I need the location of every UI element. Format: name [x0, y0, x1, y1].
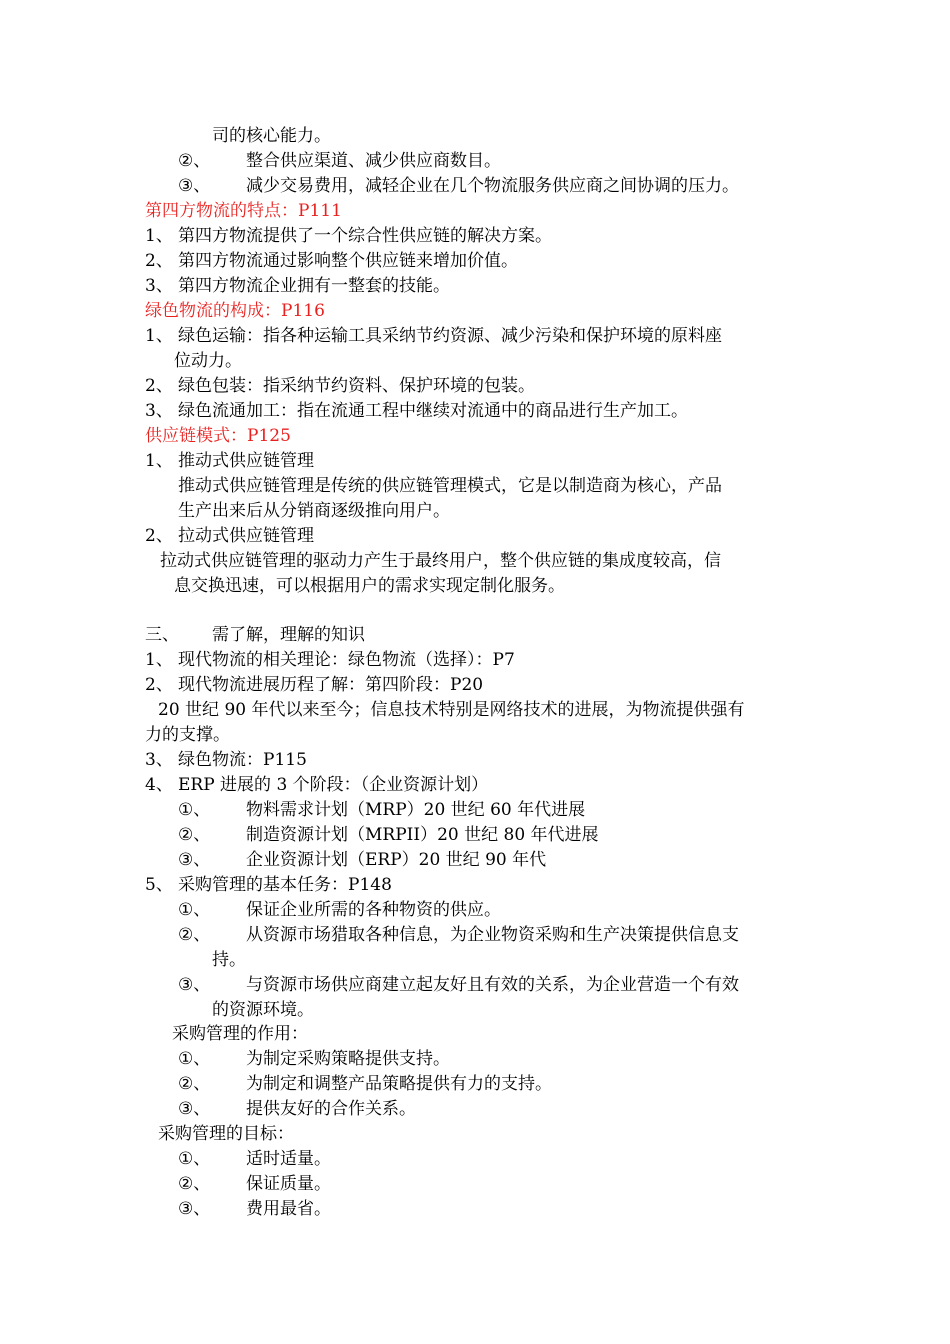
list-item — [178, 798, 210, 822]
line-text: 采购管理的目标： — [158, 1124, 294, 1144]
list-item — [145, 274, 173, 298]
paragraph-line — [145, 723, 230, 747]
list-marker: 1、 — [145, 326, 173, 346]
list-marker: ③、 — [178, 1099, 211, 1119]
section-heading — [145, 299, 325, 323]
line-text: 第四方物流提供了一个综合性供应链的解决方案。 — [178, 226, 552, 246]
line-text: 位动力。 — [174, 351, 242, 371]
list-item — [145, 374, 173, 398]
list-item-text — [178, 648, 515, 672]
list-item — [145, 524, 173, 548]
line-text: 现代物流的相关理论：绿色物流（选择）：P7 — [178, 650, 515, 670]
list-item — [145, 224, 173, 248]
line-text: 保证企业所需的各种物资的供应。 — [246, 900, 501, 920]
list-item — [178, 1097, 210, 1121]
line-text: 物料需求计划（MRP）20 世纪 60 年代进展 — [246, 800, 586, 820]
list-marker: 2、 — [145, 675, 173, 695]
line-text: 提供友好的合作关系。 — [246, 1099, 416, 1119]
list-item-text — [178, 873, 392, 897]
list-item — [178, 823, 210, 847]
list-marker: ②、 — [178, 925, 211, 945]
list-item-text — [246, 898, 501, 922]
list-item — [178, 898, 210, 922]
list-item — [145, 623, 179, 647]
line-text: 需了解，理解的知识 — [212, 625, 365, 645]
section-heading — [145, 199, 342, 223]
list-item — [145, 873, 173, 897]
line-text: 现代物流进展历程了解：第四阶段：P20 — [178, 675, 484, 695]
section-heading — [145, 424, 291, 448]
list-item-text — [178, 449, 314, 473]
list-marker: 三、 — [145, 625, 179, 645]
list-item — [145, 648, 173, 672]
line-text: 生产出来后从分销商逐级推向用户。 — [178, 501, 450, 521]
list-item — [145, 399, 173, 423]
list-marker: 3、 — [145, 276, 173, 296]
list-marker: ②、 — [178, 825, 211, 845]
line-text: 减少交易费用，减轻企业在几个物流服务供应商之间协调的压力。 — [246, 176, 739, 196]
line-text: 司的核心能力。 — [212, 126, 331, 146]
list-marker: ①、 — [178, 900, 211, 920]
list-marker: 2、 — [145, 526, 173, 546]
line-text: 整合供应渠道、减少供应商数目。 — [246, 151, 501, 171]
list-marker: ③、 — [178, 975, 211, 995]
paragraph-line — [172, 1022, 308, 1046]
line-text: 拉动式供应链管理 — [178, 526, 314, 546]
line-text: 适时适量。 — [246, 1149, 331, 1169]
list-marker: 3、 — [145, 401, 173, 421]
list-marker: ①、 — [178, 800, 211, 820]
list-item-text — [246, 174, 739, 198]
line-text: 为制定和调整产品策略提供有力的支持。 — [246, 1074, 552, 1094]
line-text: 企业资源计划（ERP）20 世纪 90 年代 — [246, 850, 547, 870]
list-item-text — [178, 524, 314, 548]
list-marker: ③、 — [178, 176, 211, 196]
list-item-text — [178, 324, 722, 348]
list-marker: 3、 — [145, 750, 173, 770]
line-text: 第四方物流企业拥有一整套的技能。 — [178, 276, 450, 296]
list-item-text — [246, 798, 585, 822]
list-marker: 1、 — [145, 226, 173, 246]
list-item — [178, 149, 210, 173]
list-item — [145, 673, 173, 697]
list-item-text — [246, 149, 501, 173]
list-marker: 4、 — [145, 775, 173, 795]
heading-text: 供应链模式：P125 — [145, 426, 291, 446]
list-item — [178, 848, 210, 872]
heading-text: 绿色物流的构成：P116 — [145, 301, 325, 321]
line-text: 为制定采购策略提供支持。 — [246, 1049, 450, 1069]
list-item-text — [246, 1197, 331, 1221]
list-item — [178, 1147, 210, 1171]
list-item-text — [178, 249, 518, 273]
list-item — [178, 1172, 210, 1196]
list-item — [178, 1047, 210, 1071]
list-item-text — [178, 274, 450, 298]
list-item — [145, 449, 173, 473]
list-item-text — [178, 399, 688, 423]
line-text: 绿色物流：P115 — [178, 750, 307, 770]
line-text: 持。 — [212, 950, 246, 970]
paragraph-line — [158, 1122, 294, 1146]
list-item-text — [246, 1172, 331, 1196]
line-text: 绿色流通加工：指在流通工程中继续对流通中的商品进行生产加工。 — [178, 401, 688, 421]
line-text: 推动式供应链管理 — [178, 451, 314, 471]
list-item-text — [178, 773, 488, 797]
list-item-text — [246, 1072, 552, 1096]
list-marker: ①、 — [178, 1049, 211, 1069]
paragraph-line — [212, 948, 246, 972]
list-item-text — [246, 1047, 450, 1071]
line-text: 费用最省。 — [246, 1199, 331, 1219]
line-text: 绿色包装：指采纳节约资料、保护环境的包装。 — [178, 376, 535, 396]
list-marker: ③、 — [178, 850, 211, 870]
line-text: 采购管理的基本任务：P148 — [178, 875, 392, 895]
line-text: 保证质量。 — [246, 1174, 331, 1194]
list-marker: 2、 — [145, 376, 173, 396]
line-text: 与资源市场供应商建立起友好且有效的关系，为企业营造一个有效 — [246, 975, 739, 995]
list-marker: 1、 — [145, 650, 173, 670]
list-marker: ②、 — [178, 151, 211, 171]
list-item-text — [178, 748, 307, 772]
list-item — [145, 249, 173, 273]
line-text: 20 世纪 90 年代以来至今；信息技术特别是网络技术的进展，为物流提供强有 — [158, 700, 745, 720]
line-text: 息交换迅速，可以根据用户的需求实现定制化服务。 — [174, 576, 565, 596]
list-item-text — [246, 823, 599, 847]
paragraph-line — [212, 998, 314, 1022]
line-text: 采购管理的作用： — [172, 1024, 308, 1044]
list-item-text — [178, 374, 535, 398]
list-item-text — [178, 224, 552, 248]
list-item — [178, 973, 210, 997]
list-marker: ②、 — [178, 1074, 211, 1094]
paragraph-line — [212, 124, 331, 148]
list-item — [145, 324, 173, 348]
line-text: 绿色运输：指各种运输工具采纳节约资源、减少污染和保护环境的原料座 — [178, 326, 722, 346]
list-item-text — [246, 1097, 416, 1121]
line-text: 推动式供应链管理是传统的供应链管理模式，它是以制造商为核心，产品 — [178, 476, 722, 496]
line-text: 力的支撑。 — [145, 725, 230, 745]
line-text: 从资源市场猎取各种信息，为企业物资采购和生产决策提供信息支 — [246, 925, 739, 945]
list-marker: 2、 — [145, 251, 173, 271]
list-item — [178, 1197, 210, 1221]
paragraph-line — [178, 474, 722, 498]
list-item-text — [212, 623, 365, 647]
list-marker: 1、 — [145, 451, 173, 471]
list-marker: ③、 — [178, 1199, 211, 1219]
paragraph-line — [178, 499, 450, 523]
heading-text: 第四方物流的特点：P111 — [145, 201, 342, 221]
line-text: 第四方物流通过影响整个供应链来增加价值。 — [178, 251, 518, 271]
list-marker: ②、 — [178, 1174, 211, 1194]
line-text: 的资源环境。 — [212, 1000, 314, 1020]
paragraph-line — [174, 349, 242, 373]
list-item-text — [246, 973, 739, 997]
list-item-text — [178, 673, 483, 697]
paragraph-line — [160, 549, 721, 573]
list-item-text — [246, 1147, 331, 1171]
list-item-text — [246, 923, 739, 947]
list-item — [145, 748, 173, 772]
list-item — [178, 923, 210, 947]
line-text: 制造资源计划（MRPII）20 世纪 80 年代进展 — [246, 825, 599, 845]
line-text: ERP 进展的 3 个阶段：（企业资源计划） — [178, 775, 489, 795]
list-item — [145, 773, 173, 797]
list-marker: 5、 — [145, 875, 173, 895]
line-text: 拉动式供应链管理的驱动力产生于最终用户，整个供应链的集成度较高，信 — [160, 551, 721, 571]
list-item — [178, 1072, 210, 1096]
paragraph-line — [158, 698, 744, 722]
paragraph-line — [174, 574, 565, 598]
list-marker: ①、 — [178, 1149, 211, 1169]
list-item — [178, 174, 210, 198]
list-item-text — [246, 848, 546, 872]
